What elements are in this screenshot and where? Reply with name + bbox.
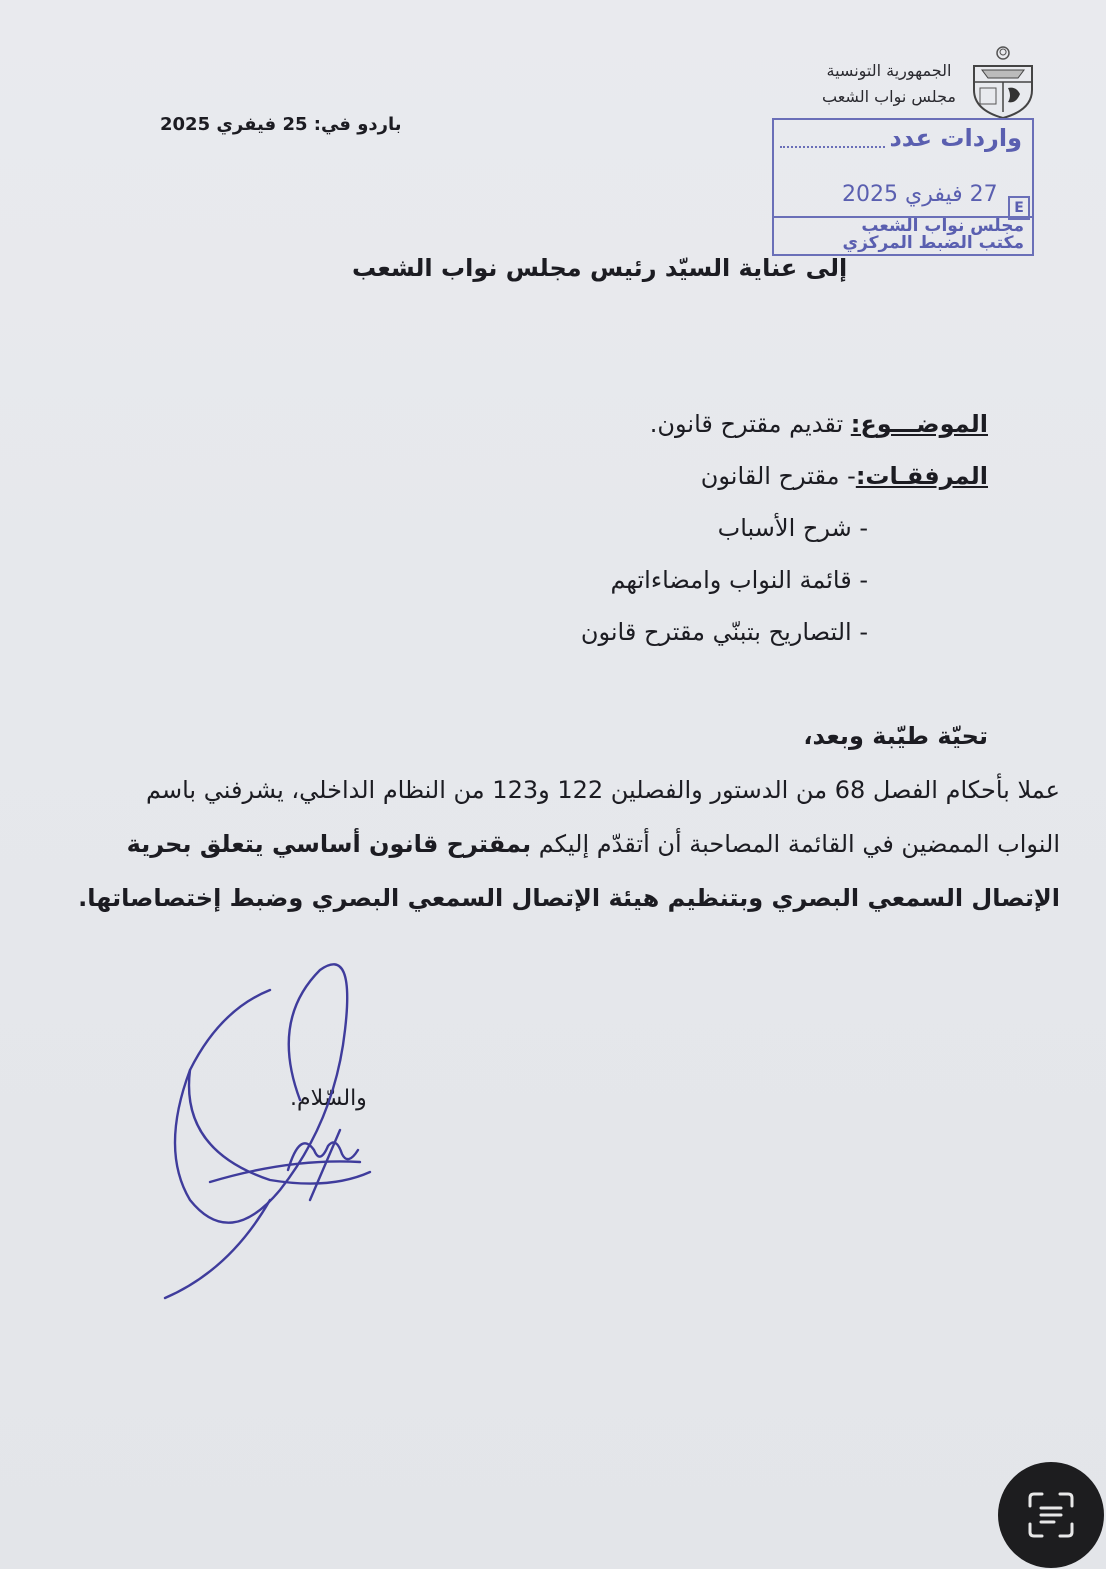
institution-name: مجلس نواب الشعب — [821, 87, 956, 106]
reception-stamp — [772, 118, 1034, 256]
stamp-number-line — [780, 146, 885, 148]
body-text-bold: بمقترح قانون أساسي يتعلق بحرية — [126, 830, 532, 858]
greeting: تحيّة طيّبة وبعد، — [803, 722, 988, 750]
stamp-line-1: مجلس نواب الشعب — [861, 216, 1024, 236]
body-line: عملا بأحكام الفصل 68 من الدستور والفصلين 122 و123 من النظام الداخلي، يشرفني باسم — [146, 776, 1060, 804]
body-text: النواب الممضين في القائمة المصاحبة أن أتقدّم إليكم — [531, 830, 1060, 858]
body-line: الإتصال السمعي البصري وبتنظيم هيئة الإتصال السمعي البصري وضبط إختصاصاتها. — [78, 884, 1060, 912]
attachment-item: - قائمة النواب وامضاءاتهم — [610, 566, 868, 594]
attachment-item: - مقترح القانون — [700, 462, 856, 490]
coat-of-arms-icon — [968, 44, 1038, 120]
closing: والسّلام. — [290, 1086, 367, 1111]
stamp-date: 27 فيفري 2025 — [842, 182, 998, 207]
text-scan-button[interactable] — [998, 1462, 1104, 1568]
signature — [150, 950, 410, 1310]
subject-line — [650, 410, 988, 438]
subject-value: تقديم مقترح قانون. — [649, 410, 851, 438]
stamp-footer — [842, 218, 1024, 252]
stamp-tag: E — [1008, 196, 1030, 220]
stamp-title: واردات عدد — [889, 124, 1022, 152]
text-scan-icon — [1026, 1490, 1076, 1540]
attachments-label: المرفقـات: — [855, 462, 988, 490]
attachment-item: - شرح الأسباب — [717, 514, 868, 542]
attachments-line — [701, 462, 988, 490]
subject-label: الموضـــوع: — [850, 410, 988, 438]
attachment-item: - التصاريح بتبنّي مقترح قانون — [580, 618, 868, 646]
body-line — [127, 830, 1060, 858]
letter-date: باردو في: 25 فيفري 2025 — [160, 114, 402, 135]
letter-address: إلى عناية السيّد رئيس مجلس نواب الشعب — [352, 254, 848, 282]
letterhead — [822, 58, 956, 110]
stamp-line-2: مكتب الضبط المركزي — [842, 233, 1024, 253]
country-name: الجمهورية التونسية — [826, 61, 952, 80]
